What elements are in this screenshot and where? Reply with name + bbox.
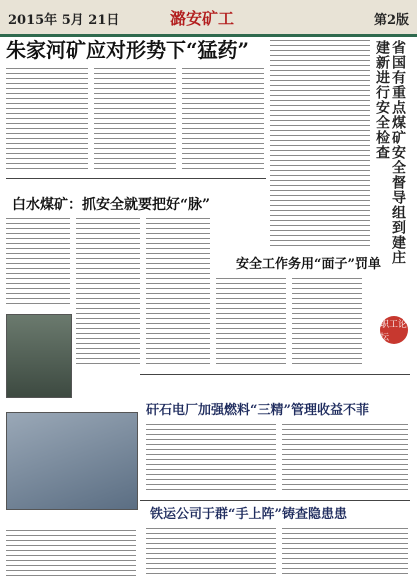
- page-number: 第2版: [373, 13, 409, 28]
- issue-date: 2015年 5月 21日: [8, 13, 120, 28]
- headline-d: 矸石电厂加强燃料“三精”管理收益不菲: [146, 403, 369, 418]
- forum-badge: 职工论坛: [380, 316, 408, 344]
- header-bar: [0, 0, 417, 37]
- masthead: 潞安矿工: [170, 9, 235, 28]
- headline-b: 白水煤矿：抓安全就要把好“脉”: [12, 197, 211, 213]
- divider: [6, 178, 266, 179]
- column-title: 省国有重点煤矿安全督导组到建庄建新进行安全检查: [374, 40, 406, 265]
- photo-1: [6, 314, 72, 398]
- headline-e: 铁运公司于群“手上阵”铸查隐患患: [150, 507, 347, 522]
- divider-2: [140, 374, 410, 375]
- photo-2: [6, 412, 138, 510]
- headline-a: 朱家河矿应对形势下“猛药”: [6, 38, 250, 62]
- article-d-body: [146, 424, 408, 494]
- headline-c: 安全工作务用“面子”罚单: [236, 257, 381, 272]
- divider-3: [140, 500, 410, 501]
- article-c-body: [216, 278, 362, 368]
- article-a-body: [6, 68, 264, 172]
- bottom-left-body: [6, 530, 136, 578]
- article-e-body: [146, 528, 408, 578]
- column-body: [270, 40, 370, 250]
